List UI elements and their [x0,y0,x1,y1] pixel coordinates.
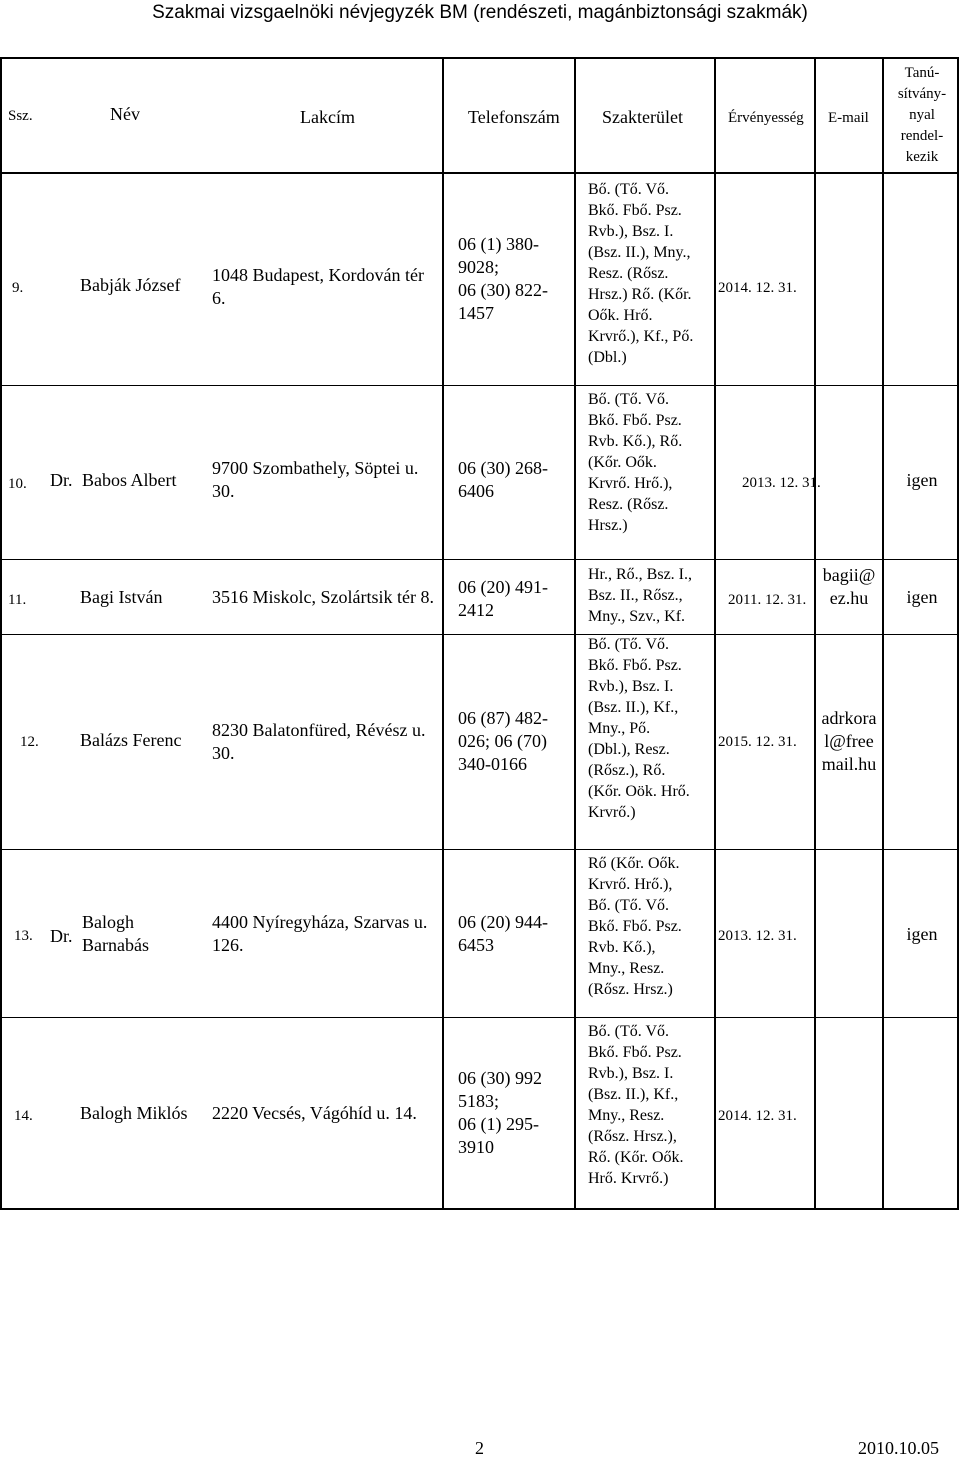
row-10-lakcim: 9700 Szombathely, Söptei u. 30. [212,458,419,501]
header-nev: Név [110,104,140,124]
row-11-telefon: 06 (20) 491- 2412 [458,577,548,620]
row-13-lakcim: 4400 Nyíregyháza, Szarvas u. 126. [212,912,428,955]
page-number: 2 [475,1438,484,1458]
row-14-ervenyesseg: 2014. 12. 31. [718,1108,797,1124]
row-9-ssz: 9. [12,280,24,296]
row-14-lakcim: 2220 Vecsés, Vágóhíd u. 14. [212,1103,417,1123]
row-10-telefon: 06 (30) 268- 6406 [458,458,548,501]
row-10-ervenyesseg: 2013. 12. 31. [742,475,821,491]
row-12-nev: Balázs Ferenc [80,730,182,750]
row-10-tanusitvany: igen [906,470,938,490]
row-divider [2,849,957,850]
row-11-ervenyesseg: 2011. 12. 31. [728,592,807,608]
row-14-szakterulet: Bő. (Tő. Vő. Bkő. Fbő. Psz. Rvb.), Bsz. I. (Bsz. II.), Kf., Mny., Resz. (Rősz. Hrsz.), Rő. (Kőr. Oők. Hrő. Krvrő.) [588,1023,684,1187]
row-9-nev: Babják József [80,275,181,295]
examiner-table [0,57,959,1210]
header-divider [2,172,957,174]
row-10-ssz: 10. [8,476,27,492]
row-13-nev: Balogh Barnabás [82,912,149,955]
row-12-lakcim: 8230 Balatonfüred, Révész u. 30. [212,720,426,763]
row-divider [2,634,957,635]
header-email: E-mail [828,110,869,126]
header-ervenyesseg: Érvényesség [728,110,804,126]
row-12-telefon: 06 (87) 482- 026; 06 (70) 340-0166 [458,708,548,774]
row-divider [2,1017,957,1018]
header-telefon: Telefonszám [468,107,560,127]
row-14-ssz: 14. [14,1108,33,1124]
row-divider [2,559,957,560]
row-11-nev: Bagi István [80,587,163,607]
row-9-lakcim: 1048 Budapest, Kordován tér 6. [212,265,424,308]
row-11-lakcim: 3516 Miskolc, Szolártsik tér 8. [212,587,434,607]
row-11-email: bagii@ ez.hu [822,565,876,608]
row-9-telefon: 06 (1) 380- 9028; 06 (30) 822- 1457 [458,234,548,323]
row-14-telefon: 06 (30) 992 5183; 06 (1) 295- 3910 [458,1068,542,1157]
row-10-nev: Babos Albert [82,470,177,490]
row-9-szakterulet: Bő. (Tő. Vő. Bkő. Fbő. Psz. Rvb.), Bsz. I. (Bsz. II.), Mny., Resz. (Rősz. Hrsz.) Rő. (Kőr. Oők. Hrő. Krvrő.), Kf., Pő. (Dbl.) [588,181,694,366]
row-10-szakterulet: Bő. (Tő. Vő. Bkő. Fbő. Psz. Rvb. Kő.), Rő. (Kőr. Oők. Krvrő. Hrő.), Resz. (Rősz. Hrsz.) [588,391,683,534]
row-12-ssz: 12. [20,734,39,750]
row-11-szakterulet: Hr., Rő., Bsz. I., Bsz. II., Rősz., Mny., Szv., Kf. [588,566,692,625]
header-tanusitvany: Tanú- sítvány- nyal rendel- kezik [897,65,947,165]
row-14-nev: Balogh Miklós [80,1103,188,1123]
page-title: Szakmai vizsgaelnöki névjegyzék BM (rendészeti, magánbiztonsági szakmák) [152,2,808,23]
header-ssz: Ssz. [8,108,33,124]
row-13-prefix: Dr. [50,926,73,946]
row-12-email: adrkora l@free mail.hu [821,708,877,774]
row-13-szakterulet: Rő (Kőr. Oők. Krvrő. Hrő.), Bő. (Tő. Vő. Bkő. Fbő. Psz. Rvb. Kő.), Mny., Resz. (Rősz. Hrsz.) [588,855,682,998]
row-13-tanusitvany: igen [906,924,938,944]
row-11-tanusitvany: igen [906,587,938,607]
row-12-ervenyesseg: 2015. 12. 31. [718,734,797,750]
row-13-ervenyesseg: 2013. 12. 31. [718,928,797,944]
row-13-telefon: 06 (20) 944- 6453 [458,912,548,955]
row-10-prefix: Dr. [50,470,73,490]
row-12-szakterulet: Bő. (Tő. Vő. Bkő. Fbő. Psz. Rvb.), Bsz. I. (Bsz. II.), Kf., Mny., Pő. (Dbl.), Resz. (Rősz.), Rő. (Kőr. Oök. Hrő. Krvrő.) [588,636,690,821]
header-lakcim: Lakcím [300,107,355,127]
row-9-ervenyesseg: 2014. 12. 31. [718,280,797,296]
header-szakterulet: Szakterület [602,107,683,127]
footer-date: 2010.10.05 [858,1438,939,1458]
row-11-ssz: 11. [8,592,27,608]
row-divider [2,385,957,386]
row-13-ssz: 13. [14,928,33,944]
